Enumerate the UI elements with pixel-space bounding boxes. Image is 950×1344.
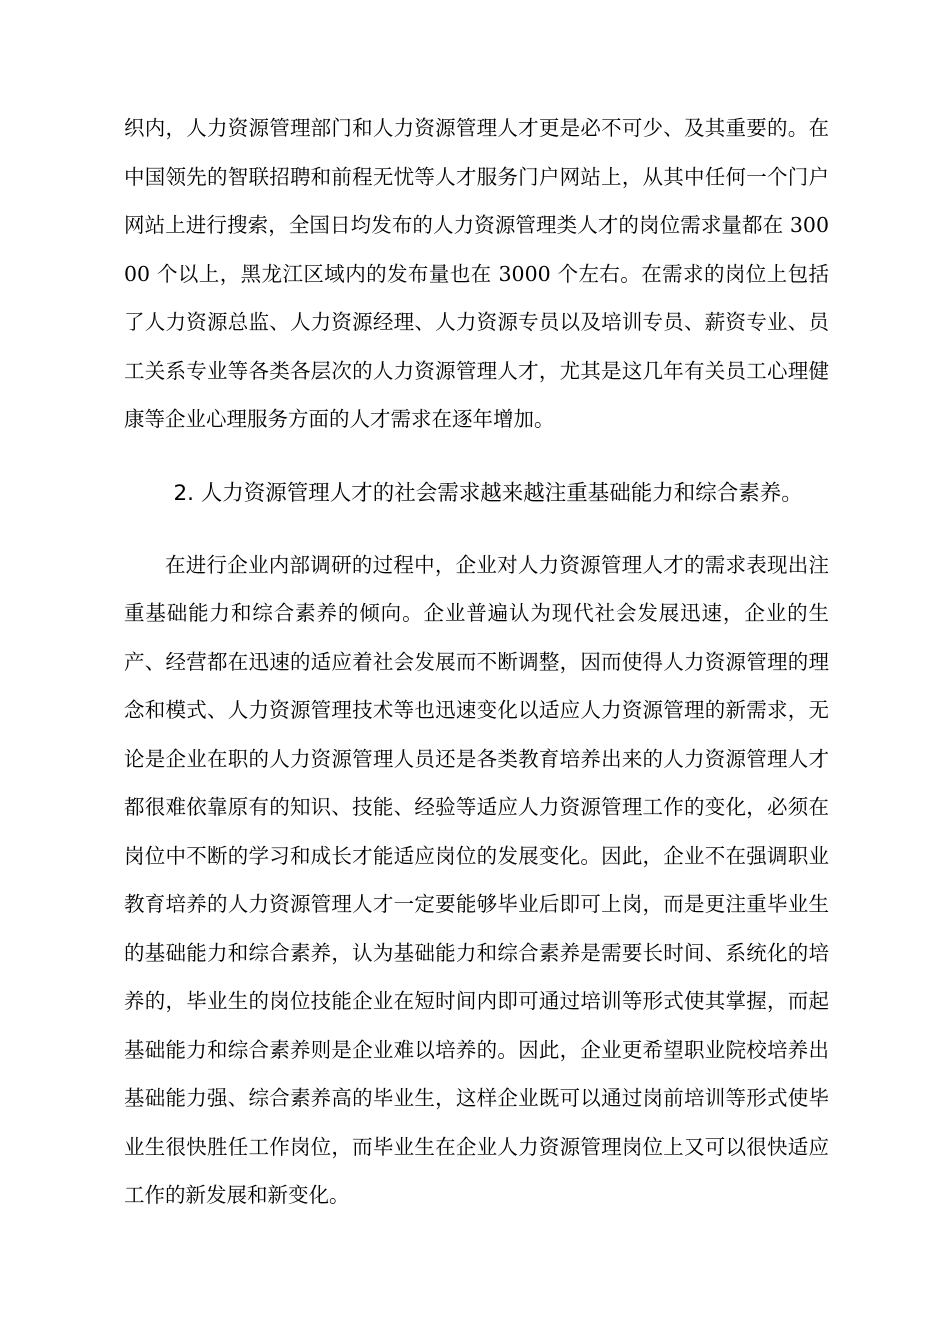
body-paragraph-continued: 织内，人力资源管理部门和人力资源管理人才更是必不可少、及其重要的。在中国领先的智联招聘和前程无忧等人才服务门户网站上，从其中任何一个门户网站上进行搜索，全国日均发布的人力资源管理类人才的岗位需求量都在 30000 个以上，黑龙江区域内的发布量也在 3000 个左右。在需求的岗位上包括了人力资源总监、人力资源经理、人力资源专员以及培训专员、薪资专业、员工关系专业等各类各层次的人力资源管理人才，尤其是这几年有关员工心理健康等企业心理服务方面的人才需求在逐年增加。 — [124, 116, 829, 431]
section-heading: 2. 人力资源管理人才的社会需求越来越注重基础能力和综合素养。 — [173, 480, 803, 506]
document-page — [124, 104, 829, 1220]
body-paragraph: 在进行企业内部调研的过程中，企业对人力资源管理人才的需求表现出注重基础能力和综合素养的倾向。企业普遍认为现代社会发展迅速，企业的生产、经营都在迅速的适应着社会发展而不断调整，因而使得人力资源管理的理念和模式、人力资源管理技术等也迅速变化以适应人力资源管理的新需求，无论是企业在职的人力资源管理人员还是各类教育培养出来的人力资源管理人才都很难依靠原有的知识、技能、经验等适应人力资源管理工作的变化，必须在岗位中不断的学习和成长才能适应岗位的发展变化。因此，企业不在强调职业教育培养的人力资源管理人才一定要能够毕业后即可上岗，而是更注重毕业生的基础能力和综合素养，认为基础能力和综合素养是需要长时间、系统化的培养的，毕业生的岗位技能企业在短时间内即可通过培训等形式使其掌握，而起基础能力和综合素养则是企业难以培养的。因此，企业更希望职业院校培养出基础能力强、综合素养高的毕业生，这样企业既可以通过岗前培训等形式使毕业生很快胜任工作岗位，而毕业生在企业人力资源管理岗位上又可以很快适应工作的新发展和新变化。 — [124, 552, 829, 1207]
